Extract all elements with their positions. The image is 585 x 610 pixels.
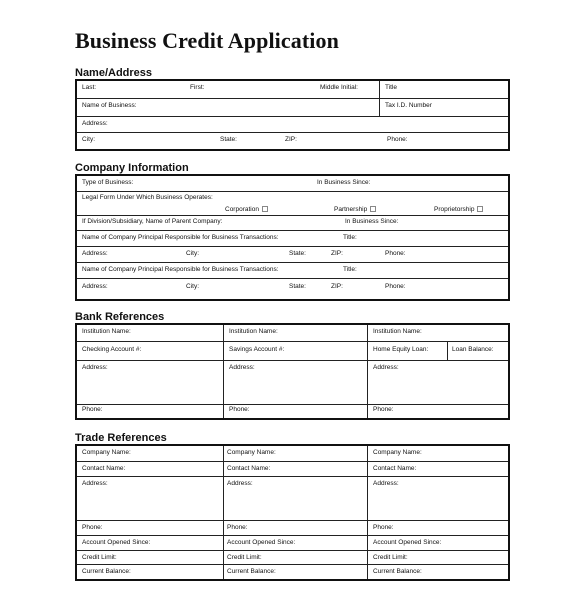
bank3-address-field[interactable]: Address: — [373, 364, 399, 371]
zip-field[interactable]: ZIP: — [285, 136, 297, 143]
trade3-address-field[interactable]: Address: — [373, 480, 399, 487]
corporation-checkbox[interactable] — [262, 206, 268, 212]
principal-title-field[interactable]: Title: — [343, 234, 357, 241]
trade1-balance-field[interactable]: Current Balance: — [82, 568, 131, 575]
trade1-contact-field[interactable]: Contact Name: — [82, 465, 126, 472]
business-type-field[interactable]: Type of Business: — [82, 179, 134, 186]
trade2-limit-field[interactable]: Credit Limit: — [227, 554, 262, 561]
business-row — [77, 99, 508, 117]
partnership-checkbox[interactable] — [370, 206, 376, 212]
bank1-address-field[interactable]: Address: — [82, 364, 108, 371]
tax-id-field[interactable]: Tax I.D. Number — [385, 102, 432, 109]
trade1-address-field[interactable]: Address: — [82, 480, 108, 487]
company-info-box — [75, 174, 510, 301]
principal2-name-field[interactable]: Name of Company Principal Responsible for Business Transactions: — [82, 266, 279, 273]
principal2-city-field[interactable]: City: — [186, 283, 199, 290]
bank-address-row — [77, 361, 508, 405]
parent-since-field[interactable]: In Business Since: — [345, 218, 399, 225]
divider — [379, 81, 380, 98]
principal-row — [77, 231, 508, 247]
address-row — [77, 117, 508, 133]
section-heading-bank-refs: Bank References — [75, 311, 165, 323]
trade3-contact-field[interactable]: Contact Name: — [373, 465, 417, 472]
bank1-phone-field[interactable]: Phone: — [82, 406, 103, 413]
parent-company-field[interactable]: If Division/Subsidiary, Name of Parent Company: — [82, 218, 223, 225]
proprietorship-option[interactable] — [434, 206, 483, 214]
principal-name-field[interactable]: Name of Company Principal Responsible for Business Transactions: — [82, 234, 279, 241]
section-heading-company-info: Company Information — [75, 162, 189, 174]
trade-company-row — [77, 446, 508, 462]
trade3-limit-field[interactable]: Credit Limit: — [373, 554, 408, 561]
principal2-row — [77, 263, 508, 279]
trade2-balance-field[interactable]: Current Balance: — [227, 568, 276, 575]
state-field[interactable]: State: — [220, 136, 237, 143]
trade1-opened-field[interactable]: Account Opened Since: — [82, 539, 151, 546]
city-field[interactable]: City: — [82, 136, 95, 143]
principal2-state-field[interactable]: State: — [289, 283, 306, 290]
principal-address-row — [77, 247, 508, 263]
principal2-title-field[interactable]: Title: — [343, 266, 357, 273]
title-field[interactable]: Title — [385, 84, 398, 91]
trade2-phone-field[interactable]: Phone: — [227, 524, 248, 531]
principal-city-field[interactable]: City: — [186, 250, 199, 257]
trade3-balance-field[interactable]: Current Balance: — [373, 568, 422, 575]
trade3-company-field[interactable]: Company Name: — [373, 449, 422, 456]
bank-account-row — [77, 342, 508, 361]
first-name-field[interactable]: First: — [190, 84, 205, 91]
trade1-limit-field[interactable]: Credit Limit: — [82, 554, 117, 561]
bank2-institution-field[interactable]: Institution Name: — [229, 328, 278, 335]
division-row — [77, 216, 508, 231]
section-heading-trade-refs: Trade References — [75, 432, 167, 444]
legal-form-row — [77, 192, 508, 216]
legal-form-label: Legal Form Under Which Business Operates: — [82, 194, 213, 201]
bank2-address-field[interactable]: Address: — [229, 364, 255, 371]
last-name-field[interactable]: Last: — [82, 84, 97, 91]
address-field[interactable]: Address: — [82, 120, 108, 127]
principal-phone-field[interactable]: Phone: — [385, 250, 406, 257]
loan-balance-field[interactable]: Loan Balance: — [452, 346, 494, 353]
partnership-option[interactable] — [334, 206, 376, 214]
trade2-opened-field[interactable]: Account Opened Since: — [227, 539, 296, 546]
principal-state-field[interactable]: State: — [289, 250, 306, 257]
trade2-contact-field[interactable]: Contact Name: — [227, 465, 271, 472]
principal-address-field[interactable]: Address: — [82, 250, 108, 257]
section-heading-name-address: Name/Address — [75, 67, 153, 79]
name-row — [77, 81, 508, 99]
bank1-institution-field[interactable]: Institution Name: — [82, 328, 131, 335]
bank3-institution-field[interactable]: Institution Name: — [373, 328, 422, 335]
trade-contact-row — [77, 462, 508, 477]
principal2-phone-field[interactable]: Phone: — [385, 283, 406, 290]
bank-refs-box — [75, 323, 510, 420]
type-row — [77, 176, 508, 192]
trade-opened-row — [77, 536, 508, 551]
business-name-field[interactable]: Name of Business: — [82, 102, 137, 109]
proprietorship-checkbox[interactable] — [477, 206, 483, 212]
name-address-box — [75, 79, 510, 151]
trade3-phone-field[interactable]: Phone: — [373, 524, 394, 531]
savings-account-field[interactable]: Savings Account #: — [229, 346, 285, 353]
principal2-address-row — [77, 279, 508, 299]
trade-address-row — [77, 477, 508, 521]
trade1-company-field[interactable]: Company Name: — [82, 449, 131, 456]
form-title: Business Credit Application — [75, 28, 339, 53]
bank2-phone-field[interactable]: Phone: — [229, 406, 250, 413]
divider — [379, 99, 380, 116]
trade-limit-row — [77, 551, 508, 565]
divider — [447, 342, 448, 360]
bank-phone-row — [77, 405, 508, 418]
proprietorship-label: Proprietorship — [434, 206, 475, 213]
trade2-company-field[interactable]: Company Name: — [227, 449, 276, 456]
city-row — [77, 133, 508, 149]
principal2-zip-field[interactable]: ZIP: — [331, 283, 343, 290]
home-equity-field[interactable]: Home Equity Loan: — [373, 346, 429, 353]
principal2-address-field[interactable]: Address: — [82, 283, 108, 290]
phone-field[interactable]: Phone: — [387, 136, 408, 143]
bank-institution-row — [77, 325, 508, 342]
checking-account-field[interactable]: Checking Account #: — [82, 346, 142, 353]
trade2-address-field[interactable]: Address: — [227, 480, 253, 487]
trade-refs-box — [75, 444, 510, 581]
in-business-since-field[interactable]: In Business Since: — [317, 179, 371, 186]
partnership-label: Partnership — [334, 206, 368, 213]
corporation-option[interactable] — [225, 206, 268, 214]
trade1-phone-field[interactable]: Phone: — [82, 524, 103, 531]
middle-initial-field[interactable]: Middle Initial: — [320, 84, 358, 91]
trade3-opened-field[interactable]: Account Opened Since: — [373, 539, 442, 546]
corporation-label: Corporation — [225, 206, 259, 213]
trade-phone-row — [77, 521, 508, 536]
trade-balance-row — [77, 565, 508, 579]
principal-zip-field[interactable]: ZIP: — [331, 250, 343, 257]
bank3-phone-field[interactable]: Phone: — [373, 406, 394, 413]
